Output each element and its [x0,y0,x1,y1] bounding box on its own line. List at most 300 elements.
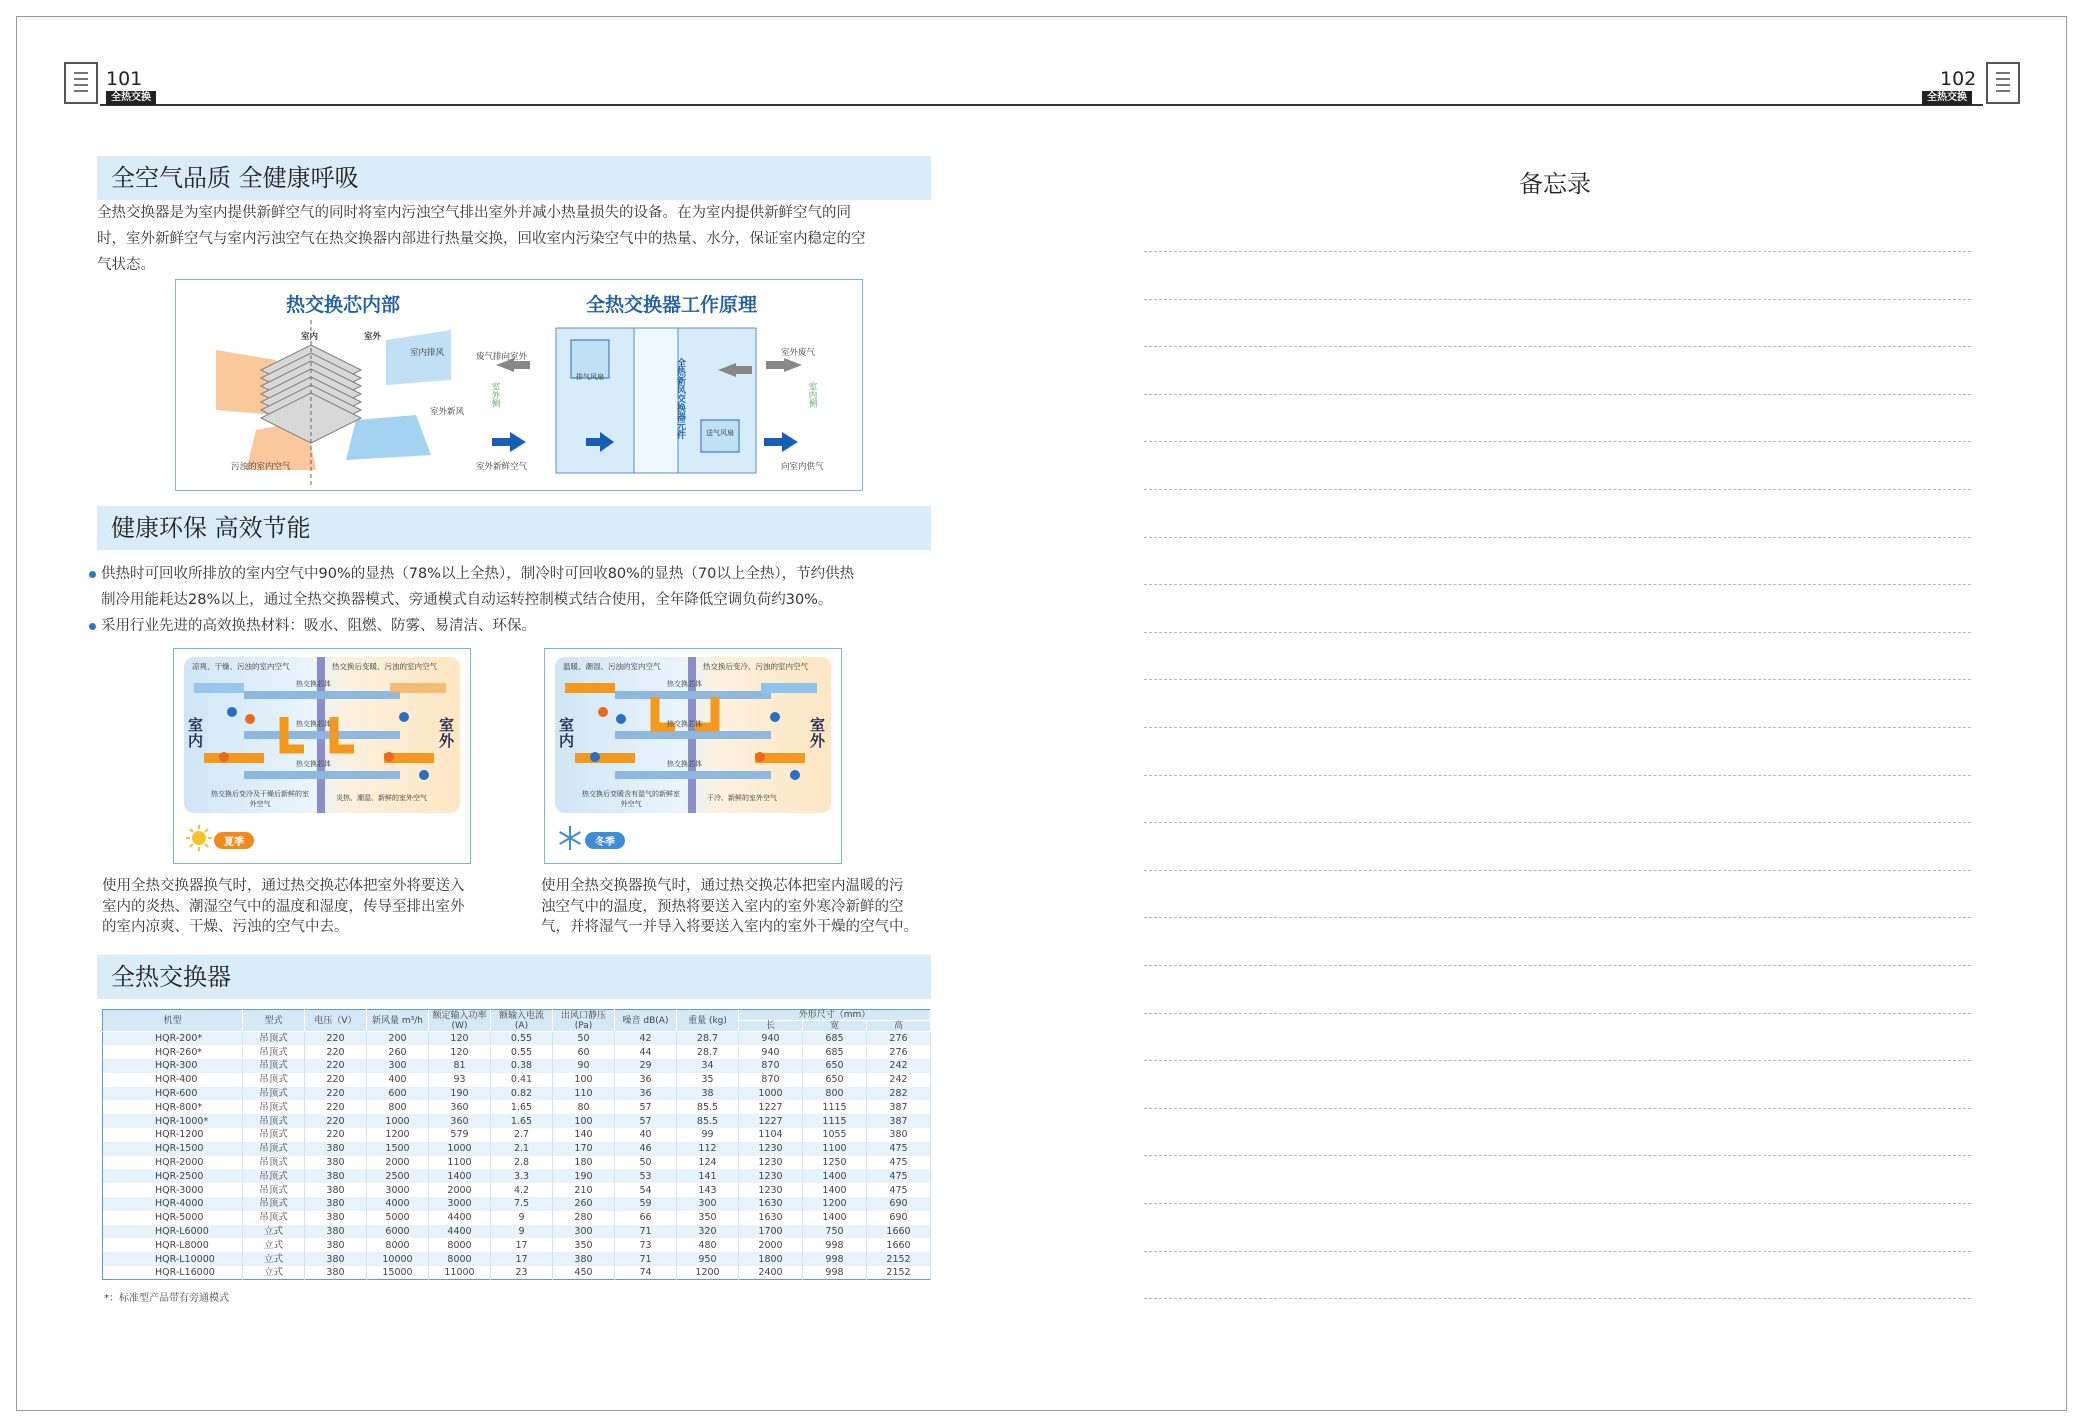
table-cell: 4.2 [491,1183,553,1197]
table-cell: 17 [491,1238,553,1252]
table-cell: 1055 [803,1128,867,1142]
table-cell: 7.5 [491,1197,553,1211]
winter-core-label: 热交换芯体 [667,760,702,768]
table-cell: 57 [615,1100,677,1114]
table-cell: 1000 [367,1114,429,1128]
table-cell: 71 [615,1225,677,1239]
table-cell: 73 [615,1238,677,1252]
memo-line [1144,679,1971,680]
table-cell: 120 [429,1032,491,1046]
table-cell: 475 [867,1142,931,1156]
table-cell: 立式 [243,1252,305,1266]
table-cell: 8000 [367,1238,429,1252]
table-cell: 220 [305,1073,367,1087]
memo-line [1144,537,1971,538]
table-cell: 吊顶式 [243,1211,305,1225]
table-cell: 282 [867,1087,931,1101]
label-supply-fan: 送气风扇 [706,429,734,437]
table-cell: HQR-300 [103,1059,243,1073]
table-cell: 1630 [739,1197,803,1211]
table-cell: 38 [677,1087,739,1101]
table-cell: 2400 [739,1266,803,1280]
table-row [103,1142,931,1156]
summer-diagram [173,648,471,864]
table-cell: 380 [305,1197,367,1211]
table-cell: 17 [491,1252,553,1266]
table-cell: HQR-2500 [103,1169,243,1183]
th-size: 外形尺寸（mm） [739,1010,931,1021]
table-row [103,1100,931,1114]
table-cell: 3.3 [491,1169,553,1183]
memo-line [1144,346,1971,347]
winter-caption [541,876,941,938]
table-row [103,1128,931,1142]
table-cell: 50 [615,1156,677,1170]
table-cell: 9 [491,1211,553,1225]
table-cell: 吊顶式 [243,1114,305,1128]
table-cell: 387 [867,1100,931,1114]
memo-line [1144,489,1971,490]
table-cell: 2152 [867,1266,931,1280]
table-cell: 2.7 [491,1128,553,1142]
table-cell: 4400 [429,1225,491,1239]
table-cell: 81 [429,1059,491,1073]
th-voltage: 电压（V） [305,1010,367,1032]
table-cell: 1660 [867,1238,931,1252]
memo-title: 备忘录 [1519,170,1591,198]
summer-bottom-right: 炎热、潮湿、新鲜的室外空气 [336,794,427,802]
caption-line: 使用全热交换器换气时，通过热交换芯体把室内温暖的污 [541,878,904,894]
table-cell: 124 [677,1156,739,1170]
table-cell: 57 [615,1114,677,1128]
table-cell: 吊顶式 [243,1156,305,1170]
winter-top-right: 热交换后变冷、污浊的室内空气 [703,662,808,671]
table-cell: 300 [553,1225,615,1239]
table-cell: 387 [867,1114,931,1128]
table-cell: 28.7 [677,1032,739,1046]
label-outdoor-fresh: 室外新风 [430,407,465,417]
table-row [103,1073,931,1087]
memo-line [1144,394,1971,395]
table-cell: 53 [615,1169,677,1183]
table-cell: 180 [553,1156,615,1170]
label-supply-indoor: 向室内供气 [781,462,824,472]
table-cell: 220 [305,1114,367,1128]
winter-diagram [544,648,842,864]
winter-bottom-right: 干冷、新鲜的室外空气 [707,794,777,802]
section-tag-right: 全热交换 [1922,91,1972,105]
table-cell: 1.65 [491,1114,553,1128]
table-cell: 276 [867,1045,931,1059]
bullet-line: 制冷用能耗达28%以上，通过全热交换器模式、旁通模式自动运转控制模式结合使用，全年降低空调负荷约30%。 [101,592,833,608]
table-cell: 1230 [739,1156,803,1170]
table-cell: HQR-400 [103,1073,243,1087]
table-cell: 200 [367,1032,429,1046]
table-cell: 3000 [429,1197,491,1211]
table-cell: 2000 [739,1238,803,1252]
summer-badge: 夏季 [214,832,254,849]
table-cell: 220 [305,1045,367,1059]
table-cell: 吊顶式 [243,1197,305,1211]
heat-exchange-diagram [175,279,863,491]
table-cell: 吊顶式 [243,1045,305,1059]
table-cell: 29 [615,1059,677,1073]
table-cell: 1100 [429,1156,491,1170]
table-cell: 吊顶式 [243,1032,305,1046]
memo-line [1144,1108,1971,1109]
table-cell: 0.38 [491,1059,553,1073]
table-cell: 320 [677,1225,739,1239]
summer-bottom-left: 热交换后变冷及干燥后新鲜的室外空气 [211,790,309,808]
th-pressure: 出风口静压 (Pa) [553,1010,615,1032]
table-cell: 1400 [429,1169,491,1183]
table-cell: 36 [615,1087,677,1101]
table-cell: 1630 [739,1211,803,1225]
table-cell: 220 [305,1032,367,1046]
table-cell: 120 [429,1045,491,1059]
table-cell: 50 [553,1032,615,1046]
table-cell: 360 [429,1100,491,1114]
table-cell: 242 [867,1073,931,1087]
winter-badge: 冬季 [585,832,625,849]
label-dirty-indoor: 污浊的室内空气 [231,462,291,472]
summer-top-right: 热交换后变暖、污浊的室内空气 [332,662,437,671]
winter-inside-label: 室内 [559,716,575,750]
table-cell: 276 [867,1032,931,1046]
table-cell: 220 [305,1128,367,1142]
th-width: 宽 [803,1021,867,1032]
table-cell: 1500 [367,1142,429,1156]
table-cell: 685 [803,1032,867,1046]
table-cell: 1200 [803,1197,867,1211]
bullet-material [89,613,937,639]
table-cell: 1800 [739,1252,803,1266]
table-cell: HQR-L16000 [103,1266,243,1280]
table-cell: 1000 [739,1087,803,1101]
table-cell: 2000 [367,1156,429,1170]
memo-line [1144,965,1971,966]
label-indoor: 室内 [301,332,319,342]
table-cell: 475 [867,1156,931,1170]
table-cell: 1115 [803,1100,867,1114]
table-cell: HQR-260* [103,1045,243,1059]
table-cell: 2.1 [491,1142,553,1156]
table-cell: 34 [677,1059,739,1073]
table-cell: 4400 [429,1211,491,1225]
table-cell: 100 [553,1114,615,1128]
label-outdoor: 室外 [364,332,382,342]
table-cell: 1700 [739,1225,803,1239]
table-cell: 350 [677,1211,739,1225]
summer-core-label: 热交换芯体 [296,760,331,768]
winter-core-label: 热交换芯体 [667,720,702,728]
table-cell: 吊顶式 [243,1100,305,1114]
table-row [103,1059,931,1073]
table-cell: 40 [615,1128,677,1142]
table-cell: 1660 [867,1225,931,1239]
table-cell: 110 [553,1087,615,1101]
table-cell: 23 [491,1266,553,1280]
header-rule [100,104,1983,106]
table-cell: 0.55 [491,1045,553,1059]
table-row [103,1045,931,1059]
table-cell: 220 [305,1059,367,1073]
table-cell: HQR-1500 [103,1142,243,1156]
label-outdoor-side: 室外侧 [490,382,500,408]
table-cell: 74 [615,1266,677,1280]
table-cell: 28.7 [677,1045,739,1059]
table-cell: HQR-1200 [103,1128,243,1142]
table-cell: 2000 [429,1183,491,1197]
caption-line: 使用全热交换器换气时，通过热交换芯体把室外将要送入 [102,878,465,894]
table-cell: 1.65 [491,1100,553,1114]
memo-line [1144,441,1971,442]
table-cell: 9 [491,1225,553,1239]
table-row [103,1183,931,1197]
table-cell: 60 [553,1045,615,1059]
table-cell: 940 [739,1045,803,1059]
core-diagram-title: 热交换芯内部 [286,294,401,316]
table-cell: 15000 [367,1266,429,1280]
caption-line: 气，并将湿气一并导入将要送入室内的室外干燥的空气中。 [541,919,918,935]
label-indoor-side: 室内侧 [807,382,817,408]
table-cell: 1200 [367,1128,429,1142]
table-cell: 380 [305,1156,367,1170]
caption-line: 浊空气中的温度，预热将要送入室内的室外寒冷新鲜的空 [541,898,904,915]
intro-line: 全热交换器是为室内提供新鲜空气的同时将室内污浊空气排出室外并减小热量损失的设备。在为室内提供新鲜空气的同 [97,205,851,221]
bullet-dot-icon [89,623,96,630]
memo-line [1144,251,1971,252]
table-cell: 0.55 [491,1032,553,1046]
table-cell: 44 [615,1045,677,1059]
table-cell: HQR-1000* [103,1114,243,1128]
table-cell: 1230 [739,1169,803,1183]
table-cell: 8000 [429,1252,491,1266]
intro-line: 气状态。 [97,257,155,273]
table-cell: 1227 [739,1114,803,1128]
table-cell: 600 [367,1087,429,1101]
memo-line [1144,299,1971,300]
table-cell: 998 [803,1238,867,1252]
table-cell: 立式 [243,1225,305,1239]
th-model: 机型 [103,1010,243,1032]
brand-logo-icon [1986,62,2020,104]
table-cell: 800 [367,1100,429,1114]
table-cell: 480 [677,1238,739,1252]
bullet-energy [89,561,937,613]
label-fresh-outdoor: 室外新鲜空气 [476,462,528,472]
table-row [103,1197,931,1211]
table-cell: 360 [429,1114,491,1128]
table-cell: 5000 [367,1211,429,1225]
memo-line [1144,727,1971,728]
memo-line [1144,917,1971,918]
table-row [103,1087,931,1101]
table-cell: 0.82 [491,1087,553,1101]
table-cell: 300 [367,1059,429,1073]
summer-diagram-panel [184,657,460,813]
table-row [103,1266,931,1280]
table-row [103,1114,931,1128]
table-cell: 8000 [429,1238,491,1252]
snowflake-icon [557,825,583,851]
table-cell: 690 [867,1211,931,1225]
table-cell: HQR-5000 [103,1211,243,1225]
table-cell: 2.8 [491,1156,553,1170]
label-exhaust-out: 废气排向室外 [476,352,528,362]
table-cell: 93 [429,1073,491,1087]
memo-line [1144,822,1971,823]
table-cell: 141 [677,1169,739,1183]
table-row [103,1156,931,1170]
table-cell: 750 [803,1225,867,1239]
table-cell: 475 [867,1183,931,1197]
table-cell: 1400 [803,1183,867,1197]
table-cell: 吊顶式 [243,1142,305,1156]
table-cell: 280 [553,1211,615,1225]
winter-core-label: 热交换芯体 [667,680,702,688]
table-cell: 吊顶式 [243,1087,305,1101]
summer-top-left: 凉爽、干燥、污浊的室内空气 [192,662,290,671]
table-cell: 1227 [739,1100,803,1114]
table-cell: 380 [305,1211,367,1225]
memo-line [1144,1013,1971,1014]
winter-top-left: 温暖、潮湿、污浊的室内空气 [563,662,661,671]
table-cell: 143 [677,1183,739,1197]
table-cell: 380 [305,1225,367,1239]
table-cell: HQR-2000 [103,1156,243,1170]
table-cell: 380 [305,1183,367,1197]
table-cell: 190 [553,1169,615,1183]
table-cell: HQR-4000 [103,1197,243,1211]
table-cell: 立式 [243,1238,305,1252]
table-cell: 0.41 [491,1073,553,1087]
table-cell: 10000 [367,1252,429,1266]
table-cell: 260 [367,1045,429,1059]
th-type: 型式 [243,1010,305,1032]
memo-line [1144,775,1971,776]
table-cell: 579 [429,1128,491,1142]
table-cell: HQR-200* [103,1032,243,1046]
memo-line [1144,1298,1971,1299]
table-cell: 950 [677,1252,739,1266]
th-current: 额输入电流 (A) [491,1010,553,1032]
table-cell: 998 [803,1266,867,1280]
table-cell: HQR-3000 [103,1183,243,1197]
table-cell: 998 [803,1252,867,1266]
table-cell: 46 [615,1142,677,1156]
table-cell: 85.5 [677,1114,739,1128]
table-row [103,1211,931,1225]
th-noise: 噪音 dB(A) [615,1010,677,1032]
table-cell: 1104 [739,1128,803,1142]
table-cell: 1250 [803,1156,867,1170]
memo-line [1144,1203,1971,1204]
table-cell: 450 [553,1266,615,1280]
table-cell: 210 [553,1183,615,1197]
table-cell: 59 [615,1197,677,1211]
th-weight: 重量 (kg) [677,1010,739,1032]
summer-outside-label: 室外 [439,716,455,750]
intro-line: 时，室外新鲜空气与室内污浊空气在热交换器内部进行热量交换，回收室内污染空气中的热量、水分，保证室内稳定的空 [97,231,866,247]
bullet-line: 采用行业先进的高效换热材料：吸水、阻燃、防雾、易清洁、环保。 [101,618,536,634]
summer-inside-label: 室内 [188,716,204,750]
principle-diagram-title: 全热交换器工作原理 [586,294,758,316]
table-cell: 1230 [739,1183,803,1197]
table-cell: 1115 [803,1114,867,1128]
th-airflow: 新风量 m³/h [367,1010,429,1032]
table-row [103,1225,931,1239]
table-cell: 吊顶式 [243,1183,305,1197]
table-cell: 1400 [803,1211,867,1225]
table-cell: 80 [553,1100,615,1114]
table-cell: 2152 [867,1252,931,1266]
table-cell: 4000 [367,1197,429,1211]
table-cell: 71 [615,1252,677,1266]
table-cell: 690 [867,1197,931,1211]
memo-line [1144,1155,1971,1156]
table-cell: 1400 [803,1169,867,1183]
intro-paragraph [97,200,947,278]
table-cell: 11000 [429,1266,491,1280]
table-cell: 380 [867,1128,931,1142]
section-title-table: 全热交换器 [97,955,931,999]
memo-line [1144,1251,1971,1252]
th-length: 长 [739,1021,803,1032]
table-cell: 吊顶式 [243,1073,305,1087]
table-cell: 112 [677,1142,739,1156]
table-cell: 940 [739,1032,803,1046]
table-cell: 吊顶式 [243,1169,305,1183]
table-cell: 650 [803,1059,867,1073]
table-cell: 475 [867,1169,931,1183]
th-height: 高 [867,1021,931,1032]
memo-line [1144,584,1971,585]
table-cell: 380 [305,1169,367,1183]
spec-table [102,1009,931,1280]
label-outdoor-waste: 室外废气 [781,348,816,358]
table-cell: 3000 [367,1183,429,1197]
page-number-left: 101 [106,68,143,90]
table-cell: 870 [739,1059,803,1073]
caption-line: 室内的炎热、潮湿空气中的温度和湿度，传导至排出室外 [102,898,465,915]
table-cell: 400 [367,1073,429,1087]
winter-bottom-left: 热交换后变暖含有湿气的新鲜室外空气 [582,790,680,808]
table-cell: 260 [553,1197,615,1211]
memo-line [1144,632,1971,633]
winter-diagram-panel [555,657,831,813]
table-cell: 吊顶式 [243,1059,305,1073]
table-cell: 1230 [739,1142,803,1156]
table-cell: 吊顶式 [243,1128,305,1142]
table-cell: 99 [677,1128,739,1142]
table-cell: HQR-L8000 [103,1238,243,1252]
table-cell: 170 [553,1142,615,1156]
summer-core-label: 热交换芯体 [296,680,331,688]
table-cell: 2500 [367,1169,429,1183]
bullet-line: 供热时可回收所排放的室内空气中90%的显热（78%以上全热），制冷时可回收80%的显热（70以上全热），节约供热 [101,566,855,582]
table-cell: 85.5 [677,1100,739,1114]
table-cell: 54 [615,1183,677,1197]
section-title-eco: 健康环保 高效节能 [97,506,931,550]
table-cell: 42 [615,1032,677,1046]
table-cell: HQR-L6000 [103,1225,243,1239]
bullet-dot-icon [89,571,96,578]
table-row [103,1238,931,1252]
memo-line [1144,1060,1971,1061]
table-cell: HQR-600 [103,1087,243,1101]
section-title-air-quality: 全空气品质 全健康呼吸 [97,156,931,200]
